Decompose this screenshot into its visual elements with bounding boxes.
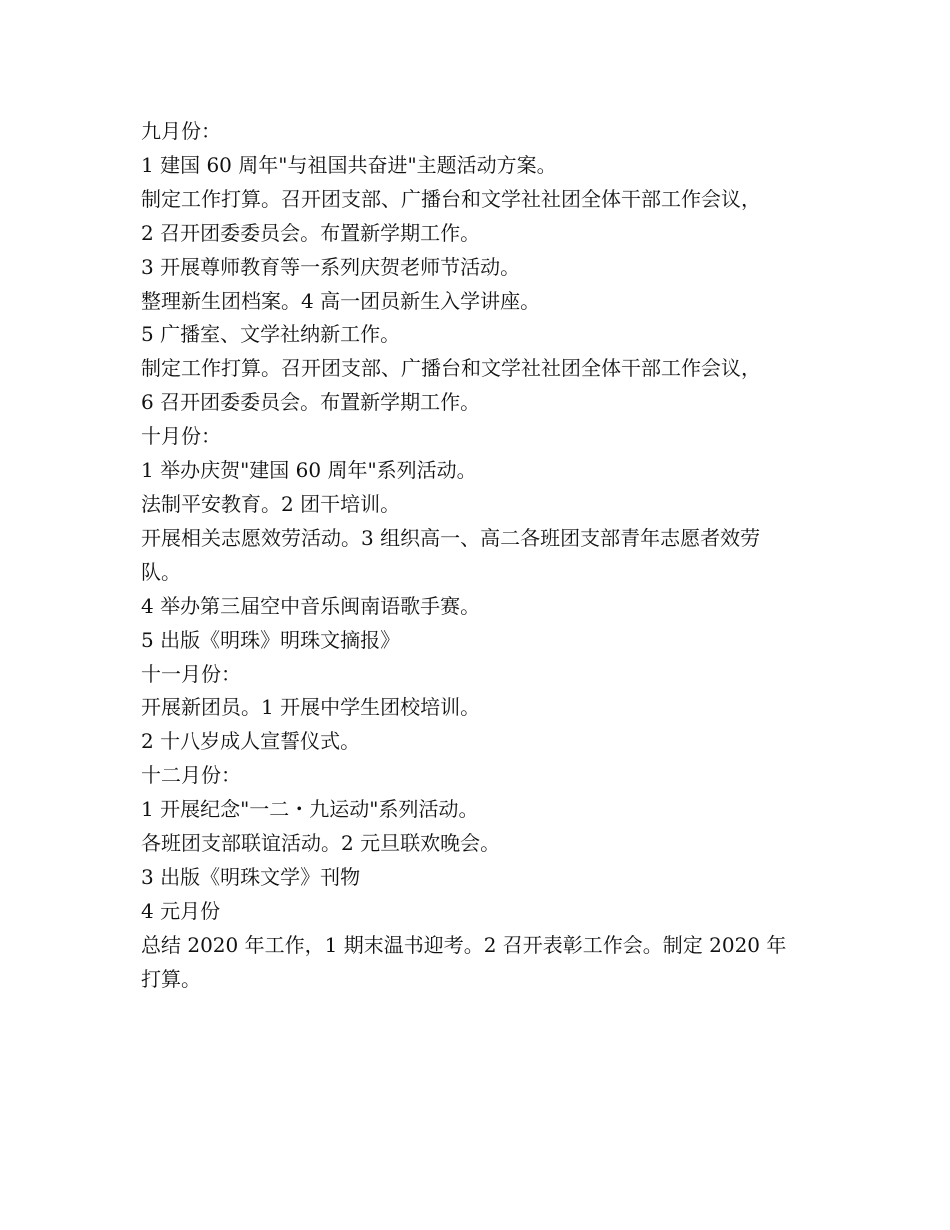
text-line: 5 广播室、文学社纳新工作。 — [141, 322, 401, 347]
text-line: 1 举办庆贺"建国 60 周年"系列活动。 — [141, 458, 477, 483]
text-line: 队。 — [141, 559, 181, 584]
text-line: 5 出版《明珠》明珠文摘报》 — [141, 627, 401, 652]
text-line: 2 十八岁成人宣誓仪式。 — [141, 729, 361, 754]
text-line: 打算。 — [141, 966, 201, 991]
text-line: 总结 2020 年工作，1 期末温书迎考。2 召开表彰工作会。制定 2020 年 — [141, 932, 787, 957]
text-line: 制定工作打算。召开团支部、广播台和文学社社团全体干部工作会议， — [141, 186, 761, 211]
month-heading-december: 十二月份： — [141, 763, 241, 788]
text-line: 3 出版《明珠文学》刊物 — [141, 864, 361, 889]
month-heading-november: 十一月份： — [141, 661, 241, 686]
text-line: 各班团支部联谊活动。2 元旦联欢晚会。 — [141, 831, 501, 856]
text-line: 1 开展纪念"一二・九运动"系列活动。 — [141, 797, 479, 822]
text-line: 4 元月份 — [141, 898, 221, 923]
text-line: 整理新生团档案。4 高一团员新生入学讲座。 — [141, 288, 541, 313]
text-line: 开展新团员。1 开展中学生团校培训。 — [141, 695, 481, 720]
month-heading-september: 九月份： — [141, 119, 221, 143]
month-heading-october: 十月份： — [141, 424, 221, 449]
text-line: 1 建国 60 周年"与祖国共奋进"主题活动方案。 — [141, 152, 557, 177]
text-line: 4 举办第三届空中音乐闽南语歌手赛。 — [141, 593, 481, 618]
text-line: 制定工作打算。召开团支部、广播台和文学社社团全体干部工作会议， — [141, 356, 761, 381]
text-line: 法制平安教育。2 团干培训。 — [141, 491, 401, 516]
document-body — [141, 115, 841, 997]
text-line: 3 开展尊师教育等一系列庆贺老师节活动。 — [141, 254, 521, 279]
text-line: 2 召开团委委员会。布置新学期工作。 — [141, 220, 481, 245]
text-line: 开展相关志愿效劳活动。3 组织高一、高二各班团支部青年志愿者效劳 — [141, 525, 761, 550]
text-line: 6 召开团委委员会。布置新学期工作。 — [141, 390, 481, 415]
